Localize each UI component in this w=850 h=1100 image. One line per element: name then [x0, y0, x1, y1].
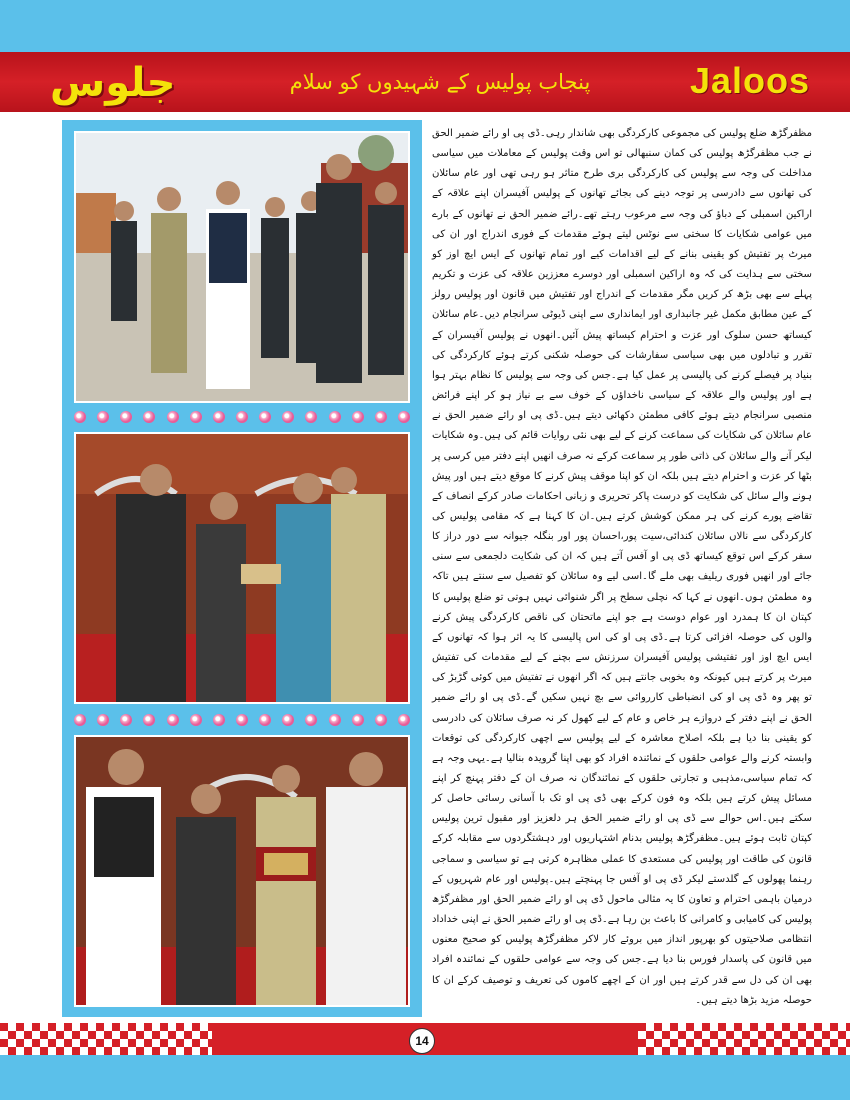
masthead-tagline: پنجاب پولیس کے شہیدوں کو سلام: [289, 70, 591, 94]
award-ceremony-photo-icon: [76, 434, 410, 704]
checker-pattern-right: [638, 1023, 850, 1055]
pink-dot-divider: [74, 407, 410, 427]
photo-police-officers-meeting: [74, 131, 410, 403]
checker-pattern-left: [0, 1023, 212, 1055]
page-number: 14: [409, 1028, 435, 1054]
bottom-color-band: [0, 1055, 850, 1100]
photo-shield-presentation: [74, 735, 410, 1007]
article-paragraph: مظفرگڑھ ضلع پولیس کی مجموعی کارکردگی بھی شاندار رہی۔ڈی پی او رائے ضمیر الحق نے جب مظفرگڑھ پولیس کی کمان سنبھالی تو اس وقت پولیس کے معاملات میں سیاسی مداخلت کی وجہ سے پولیس کی کارکردگی بری طرح متاثر ہو رہی تھی اور عام سائلان کی تھانوں سے دادرسی پر توجہ دینے کی بجائے تھانوں کے پولیس آفیسران اپنے علاقہ کے اراکین اسمبلی کے دباؤ کی وجہ سے مرعوب رہتے تھے۔رائے ضمیر الحق نے تھانوں کے بارے میں عوامی شکایات کا سختی سے نوٹس لیتے ہوئے مقدمات کے فوری اندراج اور ان کی میرٹ پر تفتیش کو یقینی بنانے کے لیے اقدامات کیے اور تمام تھانوں کے ایس ایچ اوز کو سختی سے ہدایت کی کہ وہ اراکین اسمبلی اور دوسرے معززین علاقہ کی عزت و تکریم پہلے سے بھی بڑھ کر کریں مگر مقدمات کے اندراج اور تفتیش میں قانون اور پولیس رولز کے عین مطابق مکمل غیر جانبداری اور ایمانداری سے اپنی ڈیوٹی سرانجام دیں۔عام سائلان کیساتھ حسن سلوک اور عزت و احترام کیساتھ پیش آئیں۔انھوں نے پولیس آفیسران کے تقرر و تبادلوں میں بھی سیاسی سفارشات کی حوصلہ شکنی کرتے ہوئے کارکردگی کی بنیاد پر فیصلے کرنے کی پالیسی پر عمل کیا ہے۔جس کی وجہ سے پولیس کا نظام بہتر ہوا ہے اور پولیس والے علاقہ کے سیاسی ناخداؤں کے خوف سے بے نیاز ہو کر اپنے فرائض منصبی سرانجام دیتے ہوئے کافی مطمئن دکھائی دیتے ہیں۔ڈی پی او رائے ضمیر الحق نے عام سائلان کی شکایات کی سماعت کرنے کے لیے بھی نئی روایات قائم کی ہیں۔وہ شکایات لیکر آنے والے سائلان کی ذاتی طور پر سماعت کرکے نہ صرف انھیں اپنے دفتر میں کرسی پر بٹھا کر عزت و احترام دیتے ہیں بلکہ ان کو اپنا موقف پیش کرنے کا موقع دیتے ہیں اور پیش ہونے والے سائل کی شکایت کو درست پاکر تحریری و زبانی احکامات صادر کرکے انصاف کے تقاضے پورے کرنے کی ہر ممکن کوشش کرتے ہیں۔ان کا کہنا ہے کہ مقامی پولیس کی کارکردگی سے نالاں سائلان کندائی،سیت پور،احسان پور اور بنگلہ جیوانہ سے دور دراز کا سفر کرکے اس توقع کیساتھ ڈی پی او آفس آتے ہیں کہ ان کی شکایت دلجمعی سے سنی جائے اور انھیں فوری ریلیف بھی ملے گا۔اسی لیے وہ سائلان کو تفصیل سے سنتے ہیں تاکہ وہ مطمئن ہوں۔انھوں نے کہا کہ نچلی سطح پر اگر شنوائی نہیں ہوتی تو ضلع پولیس کا کپتان ان کا ہمدرد اور عوام دوست ہے جو اپنے ماتحتان کی ناقص کارکردگی پیش کرنے والوں کی حوصلہ افزائی کرتا ہے۔ڈی پی او کی اس پالیسی کا یہ اثر ہوا کہ تھانوں کے ایس ایچ اوز اور تفتیشی پولیس آفیسران سرزنش سے بچنے کے لیے مقدمات کی تفتیش میرٹ پر کرتے ہیں کیونکہ وہ بخوبی جانتے ہیں کہ اگر انھوں نے تفتیش میں کوئی گڑبڑ کی تو پھر وہ ڈی پی او کی انضباطی کارروائی سے بچ نہیں سکیں گے۔ڈی پی او رائے ضمیر الحق نے اپنے دفتر کے دروازے ہر خاص و عام کے لیے کھول کر نہ صرف سائلان کی دادرسی کو یقینی بنا دیا ہے بلکہ اصلاح معاشرہ کے لیے پولیس سے اچھی کارکردگی کی توقعات وابستہ کرنے والے عوامی حلقوں کے نمائندہ افراد کو بھی اپنا گرویدہ بنالیا ہے۔یہی وجہ ہے کہ تمام سیاسی،مذہبی و تجارتی حلقوں کے نمائندگان نہ صرف ان کے دفتر پہنچ کر اپنے مسائل پیش کرتے ہیں بلکہ وہ فون کرکے بھی ڈی پی او تک با آسانی رسائی حاصل کر سکتے ہیں۔اس حوالے سے ڈی پی او رائے ضمیر الحق ہر دلعزیز اور مقبول ترین پولیس کپتان ثابت ہوئے ہیں۔مظفرگڑھ پولیس بدنام اشتہاریوں اور دہشتگردوں سے مقابلہ کرکے قانون کی طاقت اور پولیس کی مستعدی کا عملی مظاہرہ کرتی ہے تو سیاسی و سماجی رہنما پھولوں کے گلدستے لیکر ڈی پی او آفس جا پہنچتے ہیں۔پولیس اور عام شہریوں کے درمیان باہمی احترام و تعاون کا یہ مثالی ماحول ڈی پی او رائے ضمیر الحق اور مظفرگڑھ پولیس کی کامیابی و کامرانی کا باعث بن رہا ہے۔ڈی پی او رائے ضمیر الحق نے اپنی خداداد انتظامی صلاحیتوں کو بھرپور انداز میں بروئے کار لاکر مظفرگڑھ پولیس کو صحیح معنوں میں قانون کی پاسدار فورس بنا دیا ہے۔جس کی وجہ سے عوامی حلقوں کے نمائندہ افراد بھی ان کی دل سے قدر کرتے ہیں اور ان کے اچھے کاموں کی تعریف و توصیف کرکے ان کا حوصلہ مزید بڑھا دیتے ہیں۔: [432, 128, 812, 1006]
article-body: [432, 124, 812, 1016]
magazine-logo-urdu: جلوس: [50, 60, 176, 106]
shield-presentation-photo-icon: [76, 737, 410, 1007]
top-color-band: [0, 0, 850, 52]
photo-award-ceremony: [74, 432, 410, 704]
police-officers-meeting-photo-icon: [76, 133, 410, 403]
pink-dot-divider: [74, 710, 410, 730]
magazine-logo-english: Jaloos: [689, 60, 810, 101]
